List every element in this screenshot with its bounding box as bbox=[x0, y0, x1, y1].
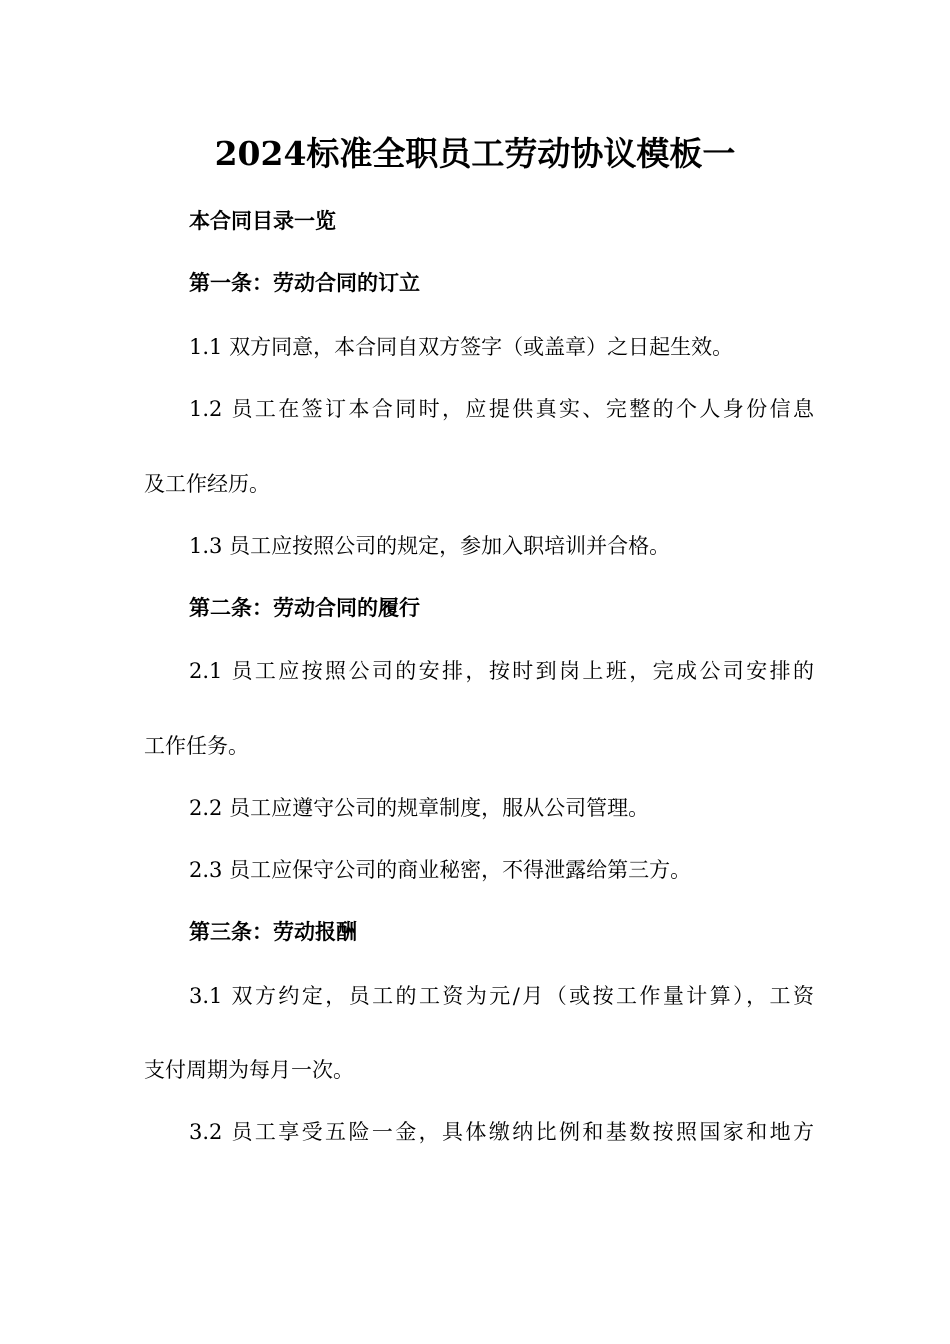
section-heading: 第二条：劳动合同的履行 bbox=[189, 595, 420, 620]
toc-heading: 本合同目录一览 bbox=[189, 208, 336, 233]
clause-line: 1.2 员工在签订本合同时，应提供真实、完整的个人身份信息 bbox=[189, 397, 814, 421]
document-title: 2024标准全职员工劳动协议模板一 bbox=[214, 134, 736, 173]
clause-line: 1.1 双方同意，本合同自双方签字（或盖章）之日起生效。 bbox=[189, 335, 734, 359]
clause-line-continued: 及工作经历。 bbox=[144, 472, 270, 496]
clause-line: 2.2 员工应遵守公司的规章制度，服从公司管理。 bbox=[189, 796, 650, 820]
clause-line: 2.1 员工应按照公司的安排，按时到岗上班，完成公司安排的 bbox=[189, 659, 814, 683]
clause-line: 1.3 员工应按照公司的规定，参加入职培训并合格。 bbox=[189, 534, 671, 558]
clause-line: 3.1 双方约定，员工的工资为元/月（或按工作量计算），工资 bbox=[189, 984, 814, 1008]
clause-line-continued: 工作任务。 bbox=[144, 734, 249, 758]
clause-line-continued: 支付周期为每月一次。 bbox=[144, 1058, 354, 1082]
section-heading: 第三条：劳动报酬 bbox=[189, 919, 357, 944]
clause-line: 3.2 员工享受五险一金，具体缴纳比例和基数按照国家和地方 bbox=[189, 1120, 814, 1144]
section-heading: 第一条：劳动合同的订立 bbox=[189, 270, 420, 295]
clause-line: 2.3 员工应保守公司的商业秘密，不得泄露给第三方。 bbox=[189, 858, 692, 882]
